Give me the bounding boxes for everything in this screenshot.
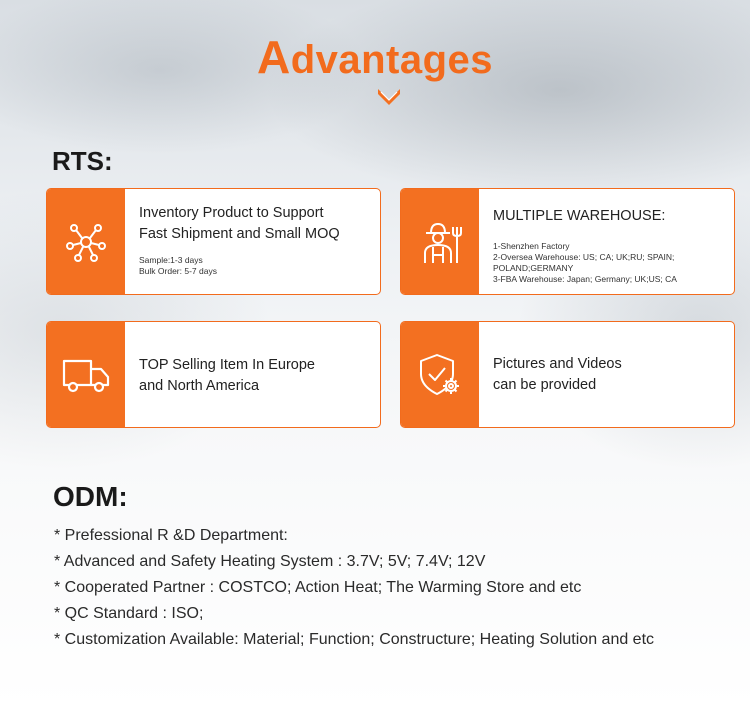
warehouse-card <box>400 188 735 295</box>
top-selling-card <box>46 321 381 428</box>
delivery-truck-icon <box>61 355 111 395</box>
media-card <box>400 321 735 428</box>
top-selling-icon-box <box>47 322 125 427</box>
page-title-initial: A <box>256 31 291 83</box>
warehouse-title: MULTIPLE WAREHOUSE: <box>493 208 666 224</box>
odm-list <box>54 523 654 653</box>
odm-item-customization: * Customization Available: Material; Function; Constructure; Heating Solution and etc <box>54 631 655 648</box>
top-selling-title: TOP Selling Item In Europe and North America <box>139 357 315 394</box>
inventory-title: Inventory Product to Support Fast Shipment and Small MOQ <box>139 205 340 242</box>
page-title-rest: dvantages <box>290 38 494 82</box>
inventory-icon-box <box>47 189 125 294</box>
chevron-down-icon <box>377 88 401 106</box>
media-icon-box <box>401 322 479 427</box>
warehouse-details: 1-Shenzhen Factory 2-Oversea Warehouse: US; CA; UK;RU; SPAIN; POLAND;GERMANY 3-FBA Warehouse: Japan; Germany; UK;US; CA <box>493 241 677 284</box>
page-title <box>0 30 750 84</box>
odm-item-heating-system: * Advanced and Safety Heating System : 3.7V; 5V; 7.4V; 12V <box>54 553 486 570</box>
odm-item-partners: * Cooperated Partner : COSTCO; Action Heat; The Warming Store and etc <box>54 579 582 596</box>
warehouse-icon-box <box>401 189 479 294</box>
odm-heading: ODM: <box>53 481 128 512</box>
odm-item-qc-standard: * QC Standard : ISO; <box>54 605 204 622</box>
inventory-card <box>46 188 381 295</box>
rts-heading: RTS: <box>52 146 113 176</box>
shield-gear-icon <box>417 352 463 398</box>
media-title: Pictures and Videos can be provided <box>493 356 622 393</box>
odm-item-department: * Prefessional R &D Department: <box>54 527 288 544</box>
network-nodes-icon <box>64 220 108 264</box>
inventory-details: Sample:1-3 days Bulk Order: 5-7 days <box>139 255 217 276</box>
farmer-icon <box>417 219 463 265</box>
